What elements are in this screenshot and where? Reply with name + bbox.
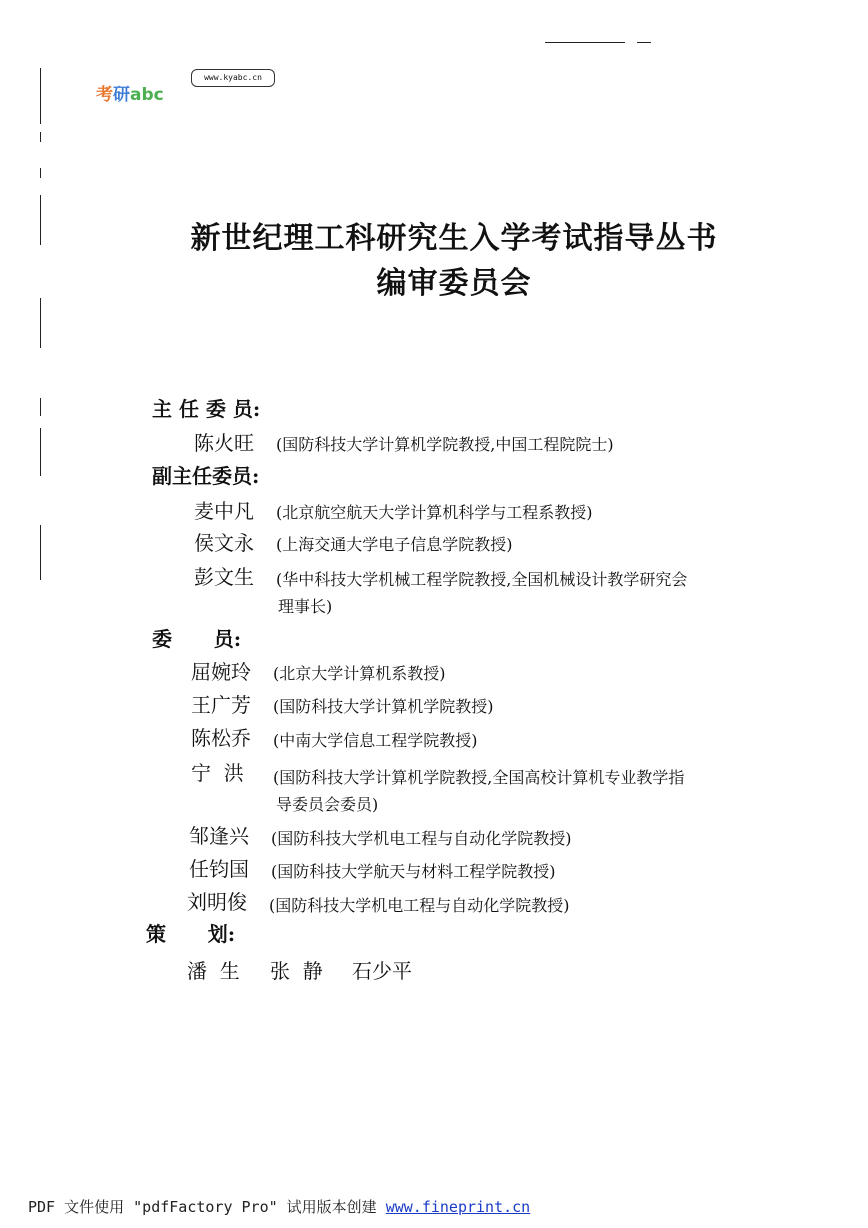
member-label: 委 员: — [152, 627, 242, 651]
member-affiliation: (国防科技大学计算机学院教授) — [273, 697, 494, 716]
member-name: 陈松乔 — [191, 726, 251, 750]
member-affiliation: (国防科技大学计算机学院教授,全国高校计算机专业教学指 — [273, 768, 685, 787]
margin-line — [40, 525, 41, 580]
deputy-name: 麦中凡 — [194, 499, 254, 523]
member-affiliation-cont: 导委员会委员) — [276, 795, 379, 814]
margin-line — [40, 132, 41, 142]
member-affiliation: (国防科技大学机电工程与自动化学院教授) — [271, 829, 572, 848]
margin-line — [40, 68, 41, 124]
margin-line — [40, 298, 41, 348]
member-name: 王广芳 — [191, 693, 251, 717]
page-subtitle: 编审委员会 — [376, 266, 532, 301]
fineprint-link[interactable]: www.fineprint.cn — [385, 1198, 531, 1216]
margin-line — [40, 168, 41, 178]
header-dash — [545, 42, 625, 43]
margin-line — [40, 398, 41, 416]
logo-url-bubble: www.kyabc.cn — [191, 69, 275, 87]
deputy-name: 彭文生 — [194, 565, 254, 589]
planner-name: 石少平 — [352, 959, 412, 983]
deputy-name: 侯文永 — [194, 531, 254, 555]
deputy-affiliation: (华中科技大学机械工程学院教授,全国机械设计教学研究会 — [276, 570, 688, 589]
planner-name: 潘 生 — [187, 959, 240, 983]
director-label: 主 任 委 员: — [152, 397, 261, 421]
member-affiliation: (北京大学计算机系教授) — [273, 664, 446, 683]
planner-label: 策 划: — [146, 922, 236, 946]
site-logo: 考研abc — [96, 85, 164, 105]
deputy-label: 副主任委员: — [152, 464, 260, 488]
planner-name: 张 静 — [270, 959, 323, 983]
deputy-affiliation: (北京航空航天大学计算机科学与工程系教授) — [276, 503, 593, 522]
member-name: 任钧国 — [189, 857, 249, 881]
deputy-affiliation: (上海交通大学电子信息学院教授) — [276, 535, 513, 554]
margin-line — [40, 428, 41, 476]
header-dash-short — [637, 42, 651, 43]
member-name: 刘明俊 — [187, 890, 247, 914]
member-name: 邹逢兴 — [189, 824, 249, 848]
pdf-footer: PDF 文件使用 "pdfFactory Pro" 试用版本创建 www.fineprint.cn — [28, 1198, 531, 1216]
member-name: 宁 洪 — [191, 761, 244, 785]
member-affiliation: (国防科技大学机电工程与自动化学院教授) — [269, 896, 570, 915]
director-name: 陈火旺 — [194, 431, 254, 455]
deputy-affiliation-cont: 理事长) — [278, 597, 333, 616]
page-title: 新世纪理工科研究生入学考试指导丛书 — [190, 221, 718, 256]
member-name: 屈婉玲 — [191, 660, 251, 684]
director-affiliation: (国防科技大学计算机学院教授,中国工程院院士) — [276, 435, 614, 454]
member-affiliation: (国防科技大学航天与材料工程学院教授) — [271, 862, 556, 881]
member-affiliation: (中南大学信息工程学院教授) — [273, 731, 478, 750]
